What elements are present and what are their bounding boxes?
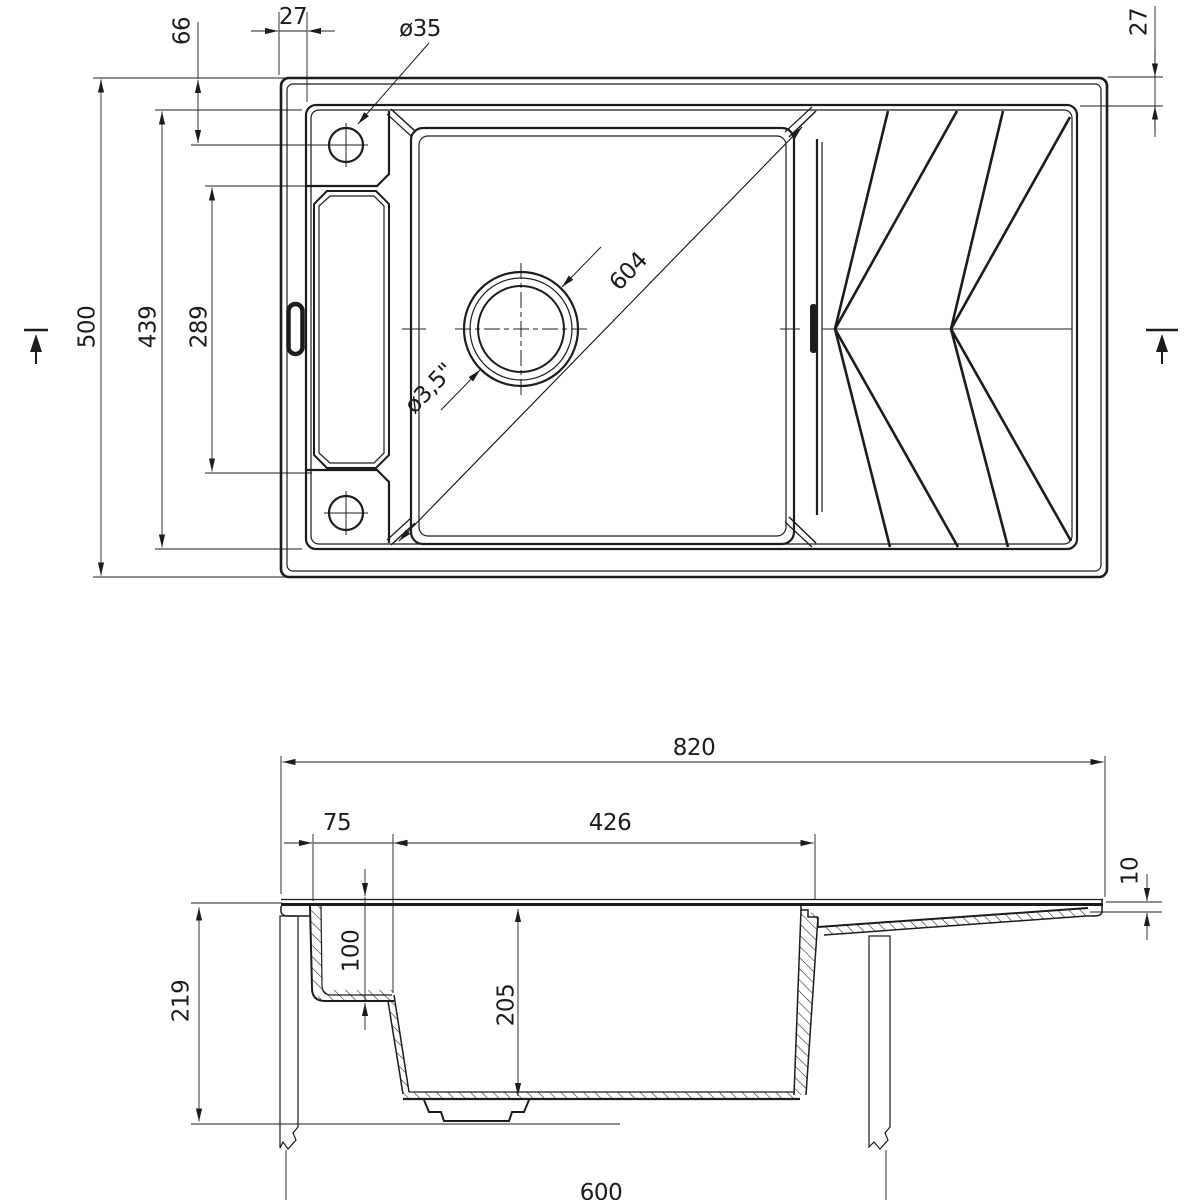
dim-tap-hole-label: ø35	[399, 16, 441, 42]
dim-500-label: 500	[74, 305, 101, 349]
dim-100-label: 100	[338, 929, 365, 973]
dim-219-label: 219	[168, 979, 195, 1023]
dim-75-label: 75	[322, 810, 352, 836]
dim-439-label: 439	[135, 305, 162, 349]
dim-426-label: 426	[588, 810, 632, 836]
dim-10-label: 10	[1117, 856, 1144, 886]
dim-27-left-label: 27	[278, 4, 308, 30]
overflow-slot-rail	[810, 304, 817, 353]
dim-drain-label: ø3,5"	[399, 358, 460, 419]
dim-289-label: 289	[186, 305, 213, 349]
dim-600-label: 600	[579, 1180, 623, 1200]
dim-205-label: 205	[493, 983, 520, 1027]
dim-604-label: 604	[604, 247, 653, 296]
dim-27-right-label: 27	[1126, 7, 1153, 37]
dim-820-label: 820	[672, 735, 716, 761]
dim-66-label: 66	[169, 16, 196, 46]
